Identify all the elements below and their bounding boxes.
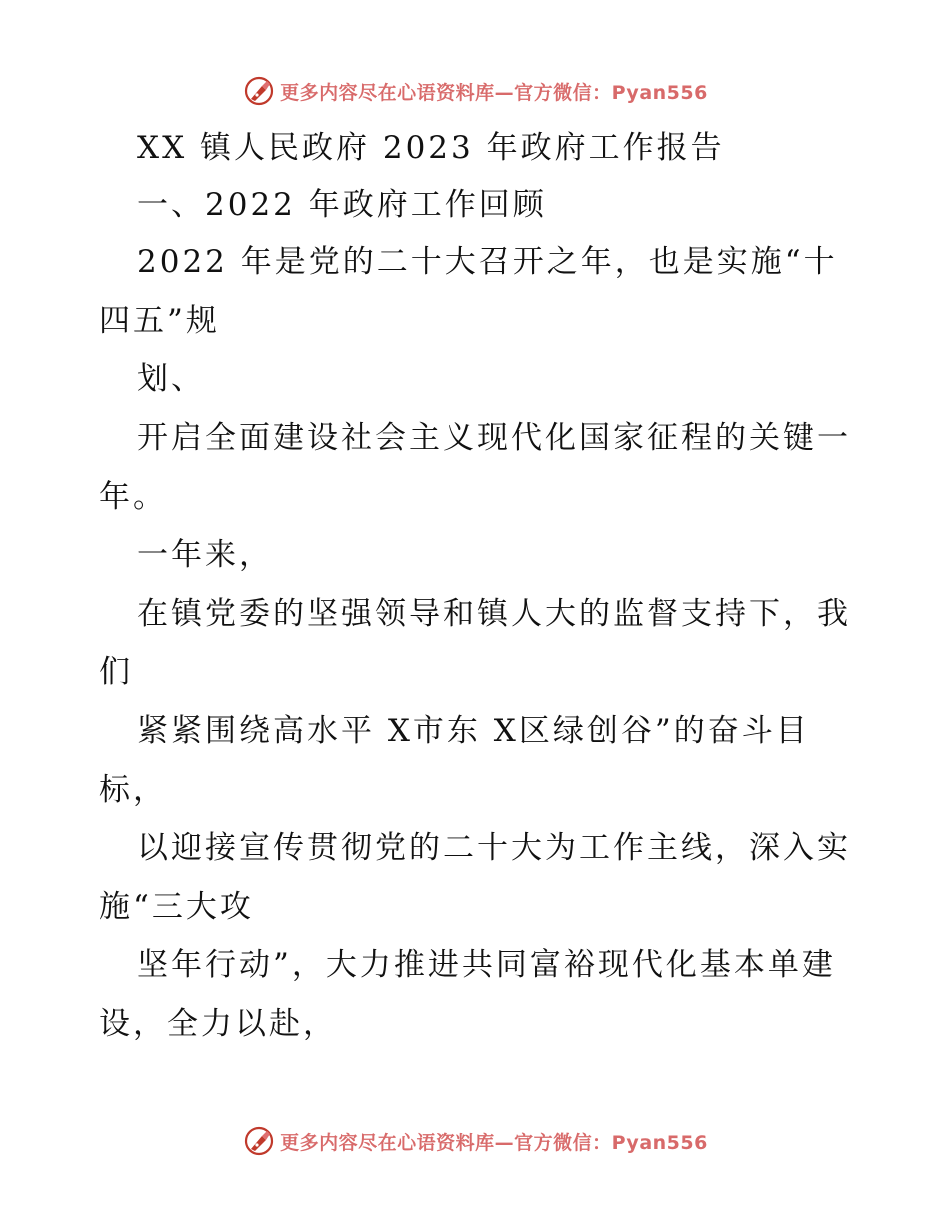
header-banner [0,71,950,111]
pen-nib-logo-icon [242,74,276,108]
footer-banner-text: 更多内容尽在心语资料库—官方微信：Pyan556 [280,1131,708,1154]
document-title: XX 镇人民政府 2023 年政府工作报告 [137,130,725,166]
footer-banner [0,1121,950,1161]
paragraph-line: 紧紧围绕高水平 X市东 X区绿创谷”的奋斗目 [137,713,810,749]
paragraph-line: 一年来， [137,537,273,573]
paragraph-line: 施“三大攻 [99,889,254,925]
paragraph-line: 在镇党委的坚强领导和镇人大的监督支持下，我 [137,596,851,632]
paragraph-line: 以迎接宣传贯彻党的二十大为工作主线，深入实 [137,830,851,866]
paragraph-line: 2022 年是党的二十大召开之年，也是实施“十 [137,244,838,280]
paragraph-line: 标， [99,772,167,808]
paragraph-line: 坚年行动”，大力推进共同富裕现代化基本单建 [137,947,836,983]
paragraph-line: 年。 [99,479,167,515]
paragraph-line: 设，全力以赴， [99,1006,337,1042]
paragraph-line: 们 [99,654,133,690]
section-heading: 一、2022 年政府工作回顾 [137,187,547,223]
paragraph-line: 划、 [137,361,205,397]
paragraph-line: 开启全面建设社会主义现代化国家征程的关键一 [137,420,851,456]
header-banner-text: 更多内容尽在心语资料库—官方微信：Pyan556 [280,81,708,104]
paragraph-line: 四五”规 [99,303,220,339]
pen-nib-logo-icon [242,1124,276,1158]
